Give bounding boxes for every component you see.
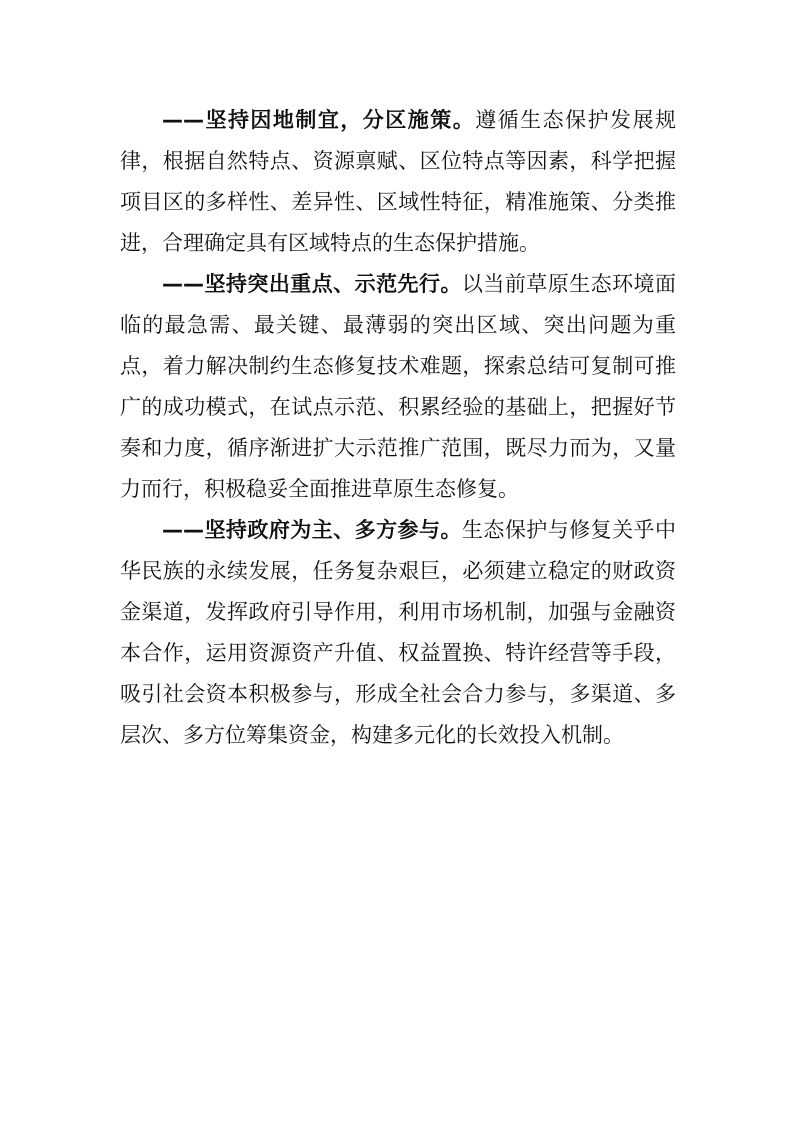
principle-text-2: 以当前草原生态环境面临的最急需、最关键、最薄弱的突出区域、突出问题为重点，着力解决制约生态修复技术难题，探索总结可复制可推广的成功模式，在试点示范、积累经验的基础上，把握好节奏和力度，循序渐进扩大示范推广范围，既尽力而为，又量力而行，积极稳妥全面推进草原生态修复。 — [120, 272, 677, 501]
principle-heading-3: ——坚持政府为主、多方参与。 — [162, 518, 462, 542]
principle-paragraph-2 — [120, 264, 676, 510]
principle-paragraph-3 — [120, 510, 676, 756]
principle-text-1: 遵循生态保护发展规律，根据自然特点、资源禀赋、区位特点等因素，科学把握项目区的多样性、差异性、区域性特征，精准施策、分类推进，合理确定具有区域特点的生态保护措施。 — [120, 108, 677, 255]
principle-paragraph-1 — [120, 100, 676, 264]
principle-text-3: 生态保护与修复关乎中华民族的永续发展，任务复杂艰巨，必须建立稳定的财政资金渠道，发挥政府引导作用，利用市场机制，加强与金融资本合作，运用资源资产升值、权益置换、特许经营等手段，吸引社会资本积极参与，形成全社会合力参与，多渠道、多层次、多方位筹集资金，构建多元化的长效投入机制。 — [120, 518, 677, 747]
document-body — [120, 100, 676, 756]
principle-heading-1: ——坚持因地制宜，分区施策。 — [162, 108, 476, 132]
principle-heading-2: ——坚持突出重点、示范先行。 — [162, 272, 462, 296]
